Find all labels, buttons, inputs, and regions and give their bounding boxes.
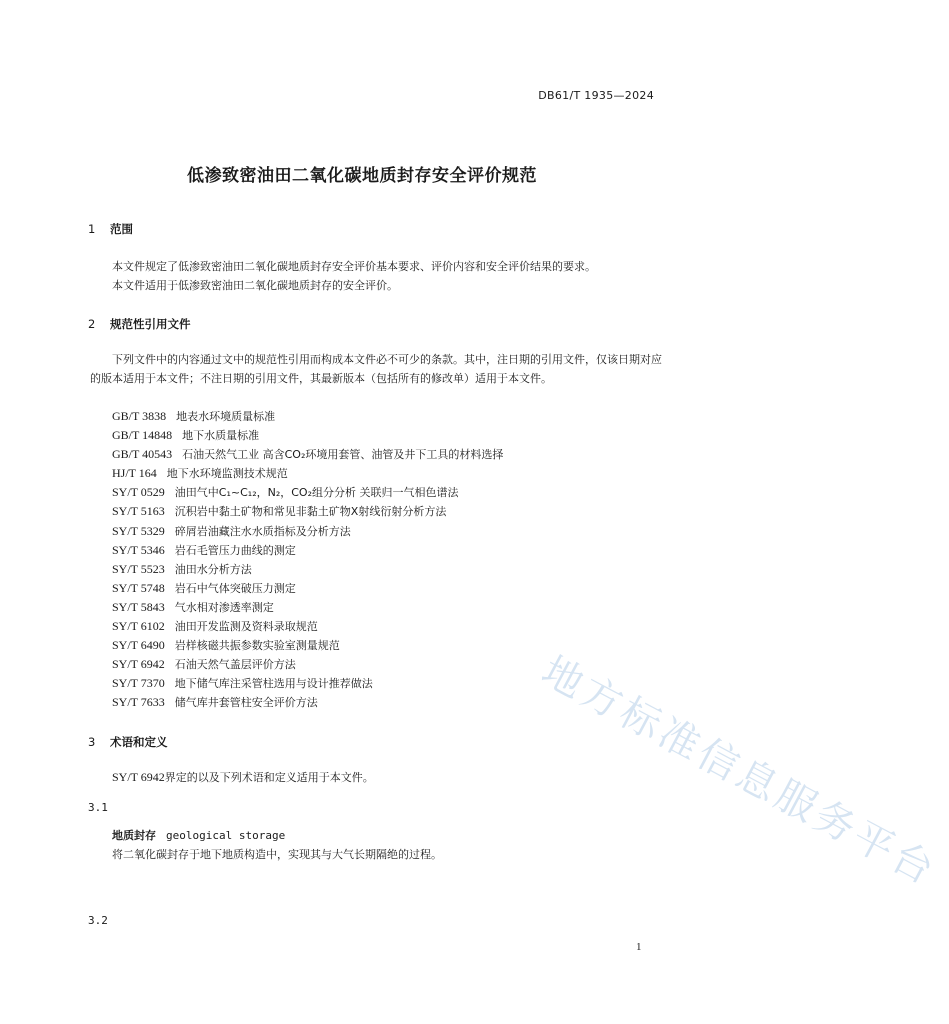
- reference-list: [112, 407, 503, 713]
- reference-code: SY/T 5346: [112, 542, 165, 557]
- section-title: 术语和定义: [110, 735, 168, 749]
- reference-item: [112, 483, 503, 502]
- reference-title: 地表水环境质量标准: [176, 410, 276, 423]
- reference-item: [112, 617, 503, 636]
- reference-item: [112, 522, 503, 541]
- reference-title: 石油天然气工业 高含CO₂环境用套管、油管及井下工具的材料选择: [182, 448, 504, 462]
- document-title: 低渗致密油田二氧化碳地质封存安全评价规范: [187, 166, 537, 186]
- section-3-heading: [88, 734, 168, 750]
- reference-title: 油田水分析方法: [174, 562, 252, 576]
- page-number: 1: [636, 941, 642, 953]
- reference-title: 储气库井套管柱安全评价方法: [174, 696, 318, 710]
- section-2-intro: 下列文件中的内容通过文中的规范性引用而构成本文件必不可少的条款。其中，注日期的引用文件，仅该日期对应的版本适用于本文件；不注日期的引用文件，其最新版本（包括所有的修改单）适用于本文件。: [90, 353, 662, 385]
- section-1-paragraph-2: 本文件适用于低渗致密油田二氧化碳地质封存的安全评价。: [112, 279, 398, 292]
- reference-item: [112, 502, 503, 521]
- reference-title: 地下储气库注采管柱选用与设计推荐做法: [174, 677, 373, 691]
- reference-code: GB/T 14848: [112, 428, 173, 443]
- reference-code: SY/T 6102: [112, 619, 165, 634]
- reference-item: [112, 579, 503, 598]
- term-english: geological storage: [166, 829, 286, 842]
- section-2-heading: [88, 316, 191, 332]
- reference-title: 气水相对渗透率测定: [174, 600, 274, 614]
- reference-code: SY/T 7633: [112, 695, 165, 710]
- section-1-heading: [88, 221, 133, 237]
- reference-item: [112, 407, 503, 426]
- reference-code: SY/T 5523: [112, 561, 165, 576]
- section-title: 规范性引用文件: [110, 317, 191, 331]
- reference-title: 地下水环境监测技术规范: [166, 467, 288, 481]
- subsection-3-1-number: 3.1: [88, 801, 108, 814]
- reference-code: SY/T 6942: [112, 770, 165, 784]
- section-number: 2: [88, 317, 96, 331]
- watermark-text: 地方标准信息服务平台: [534, 647, 945, 896]
- section-3-intro: [112, 768, 374, 787]
- reference-title: 地下水质量标准: [182, 429, 260, 443]
- reference-item: [112, 636, 503, 655]
- reference-code: SY/T 7370: [112, 676, 165, 691]
- reference-item: [112, 541, 503, 560]
- reference-code: GB/T 3838: [112, 409, 167, 423]
- reference-title: 沉积岩中黏土矿物和常见非黏土矿物X射线衍射分析方法: [174, 505, 447, 519]
- reference-code: SY/T 5843: [112, 599, 165, 614]
- reference-item: [112, 693, 503, 712]
- reference-item: [112, 426, 503, 445]
- reference-code: SY/T 5163: [112, 504, 165, 519]
- reference-title: 岩石毛管压力曲线的测定: [174, 543, 296, 557]
- term-entry: [112, 826, 285, 845]
- reference-title: 岩石中气体突破压力测定: [174, 581, 296, 595]
- subsection-3-2-number: 3.2: [88, 914, 108, 927]
- reference-item: [112, 598, 503, 617]
- section-number: 3: [88, 735, 96, 749]
- reference-item: [112, 655, 503, 674]
- reference-code: SY/T 6942: [112, 657, 165, 672]
- reference-code: SY/T 5329: [112, 523, 165, 538]
- reference-item: [112, 445, 503, 464]
- section-number: 1: [88, 222, 96, 236]
- reference-code: SY/T 6490: [112, 638, 165, 653]
- intro-text: 界定的以及下列术语和定义适用于本文件。: [164, 771, 374, 784]
- document-number: DB61/T 1935—2024: [538, 89, 654, 102]
- reference-item: [112, 674, 503, 693]
- reference-code: HJ/T 164: [112, 466, 157, 481]
- reference-item: [112, 560, 503, 579]
- reference-title: 油田开发监测及资料录取规范: [174, 620, 318, 634]
- reference-code: SY/T 0529: [112, 485, 165, 500]
- reference-title: 石油天然气盖层评价方法: [174, 658, 296, 672]
- reference-code: GB/T 40543: [112, 447, 173, 462]
- reference-title: 岩样核磁共振参数实验室测量规范: [174, 639, 340, 653]
- section-1-paragraph-1: 本文件规定了低渗致密油田二氧化碳地质封存安全评价基本要求、评价内容和安全评价结果的要求。: [112, 260, 596, 273]
- reference-title: 油田气中C₁~C₁₂，N₂，CO₂组分分析 关联归一气相色谱法: [174, 486, 459, 500]
- reference-item: [112, 464, 503, 483]
- reference-title: 碎屑岩油藏注水水质指标及分析方法: [174, 524, 351, 538]
- section-title: 范围: [110, 222, 133, 236]
- term-definition: 将二氧化碳封存于地下地质构造中，实现其与大气长期隔绝的过程。: [112, 848, 442, 861]
- reference-code: SY/T 5748: [112, 580, 165, 595]
- term-chinese: 地质封存: [112, 829, 156, 842]
